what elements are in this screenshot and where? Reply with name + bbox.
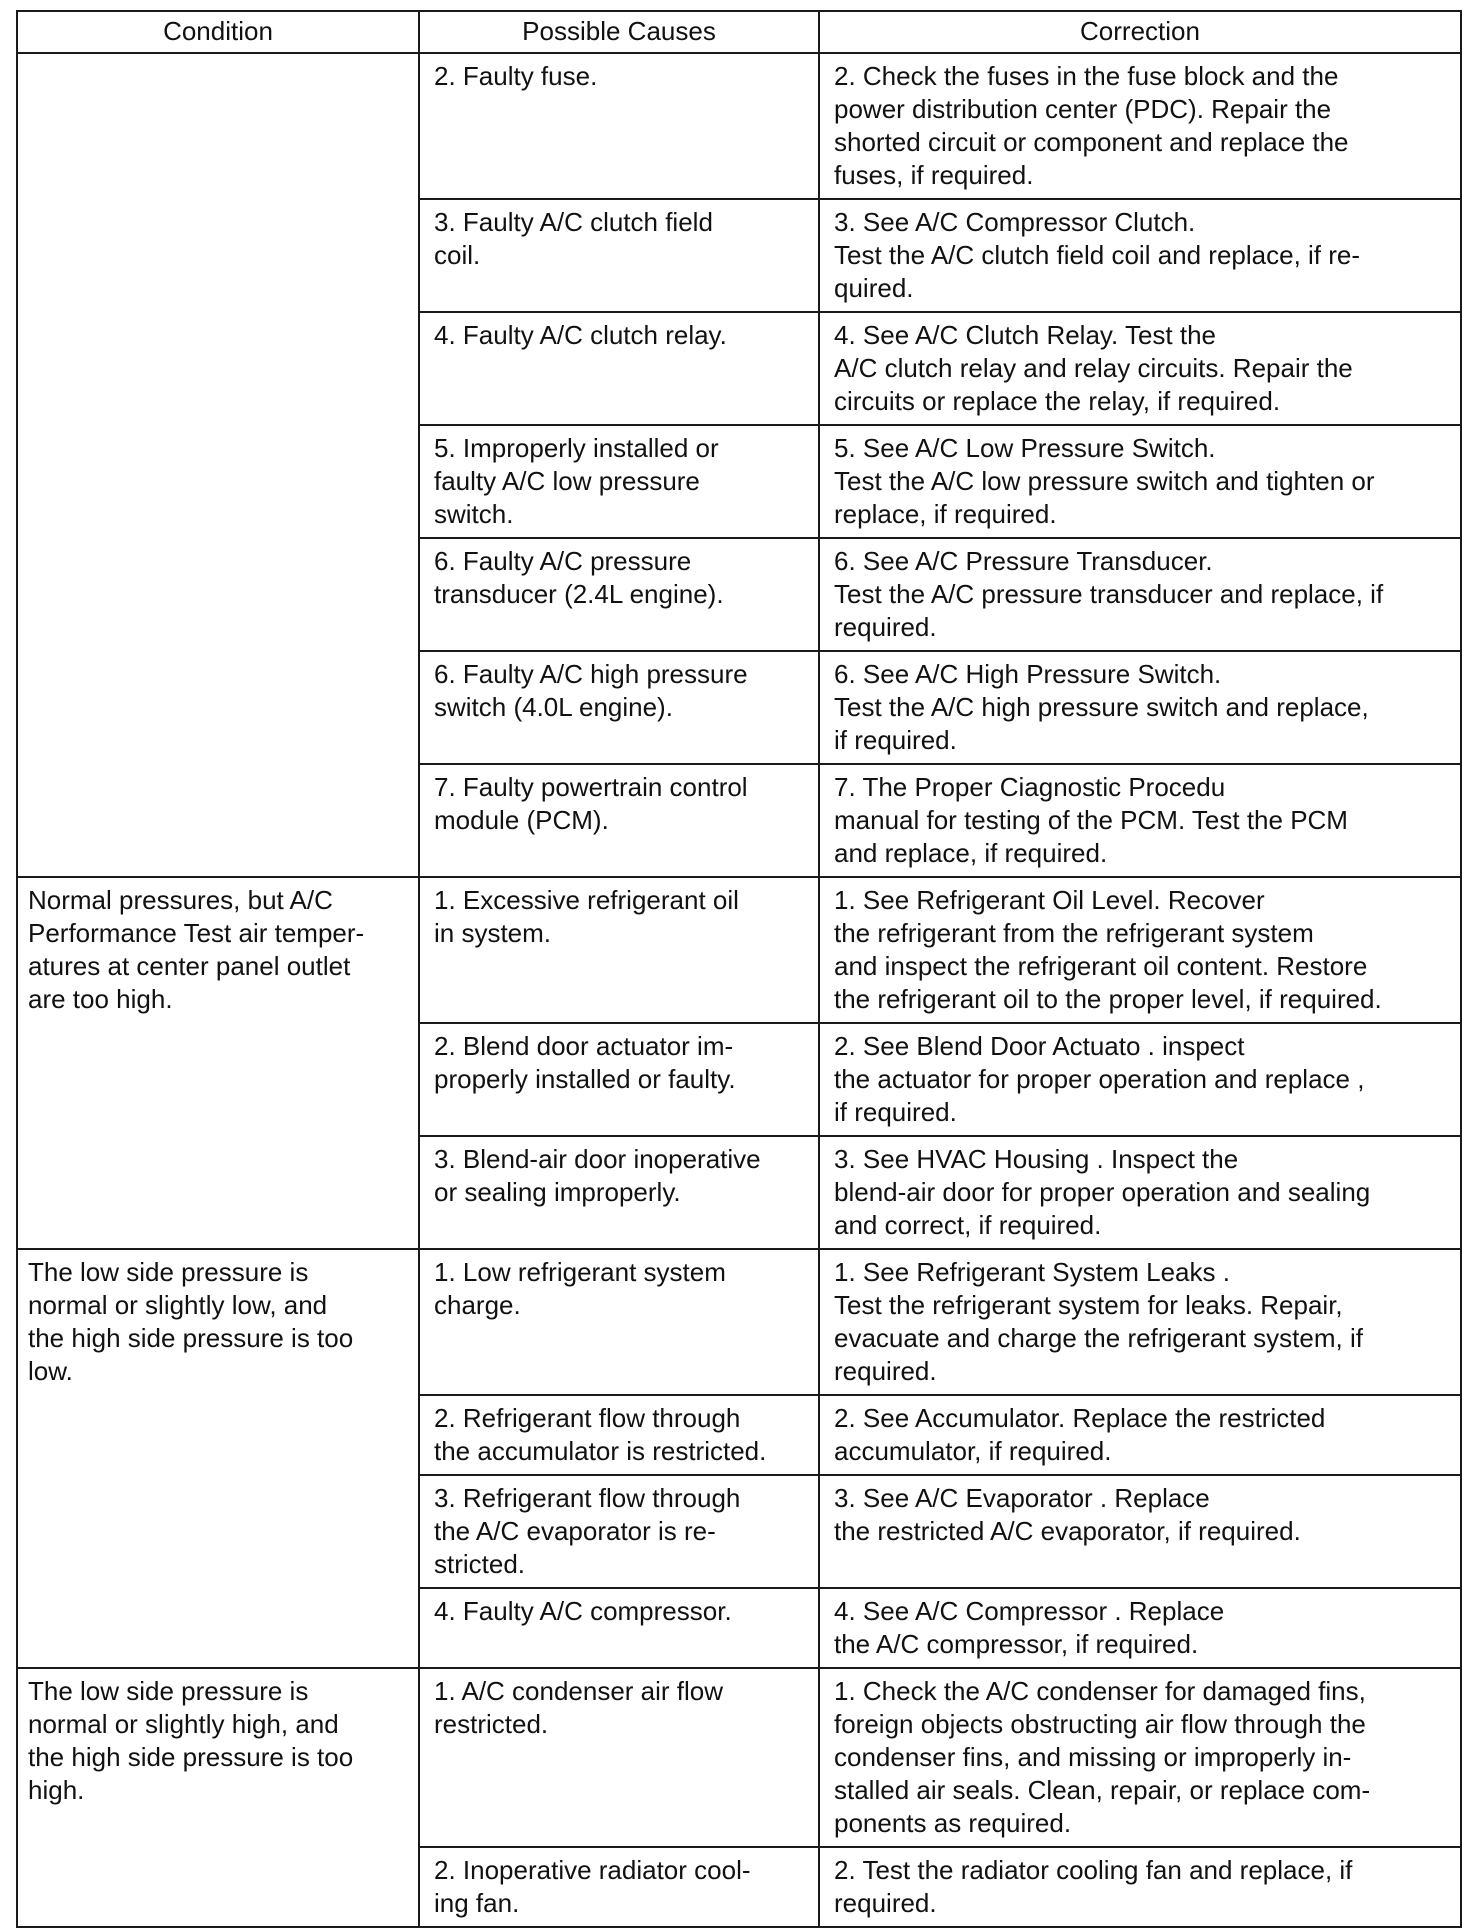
cause-cell: 1. A/C condenser air flow restricted. <box>419 1668 819 1847</box>
correction-cell: 3. See A/C Compressor Clutch. Test the A/C clutch field coil and replace, if re- quired. <box>819 199 1461 312</box>
header-correction: Correction <box>819 11 1461 53</box>
correction-cell: 6. See A/C High Pressure Switch. Test the A/C high pressure switch and replace, if required. <box>819 651 1461 764</box>
table-row <box>17 877 1461 1023</box>
table-row <box>17 1249 1461 1395</box>
table-row <box>17 53 1461 199</box>
cause-cell: 6. Faulty A/C high pressure switch (4.0L engine). <box>419 651 819 764</box>
cause-cell: 4. Faulty A/C clutch relay. <box>419 312 819 425</box>
condition-cell: Normal pressures, but A/C Performance Test air temper- atures at center panel outlet are too high. <box>17 877 419 1249</box>
cause-cell: 3. Faulty A/C clutch field coil. <box>419 199 819 312</box>
correction-cell: 4. See A/C Compressor . Replace the A/C compressor, if required. <box>819 1588 1461 1668</box>
cause-cell: 5. Improperly installed or faulty A/C low pressure switch. <box>419 425 819 538</box>
correction-cell: 5. See A/C Low Pressure Switch. Test the A/C low pressure switch and tighten or replace, if required. <box>819 425 1461 538</box>
diagnosis-table <box>16 10 1462 1928</box>
correction-cell: 2. Test the radiator cooling fan and replace, if required. <box>819 1847 1461 1927</box>
correction-cell: 1. Check the A/C condenser for damaged fins, foreign objects obstructing air flow through the condenser fins, and missing or improperly in- stalled air seals. Clean, repair, or replace com- ponents as required. <box>819 1668 1461 1847</box>
correction-cell: 4. See A/C Clutch Relay. Test the A/C clutch relay and relay circuits. Repair the circuits or replace the relay, if required. <box>819 312 1461 425</box>
header-condition: Condition <box>17 11 419 53</box>
cause-cell: 2. Inoperative radiator cool- ing fan. <box>419 1847 819 1927</box>
table-row <box>17 1668 1461 1847</box>
correction-cell: 2. Check the fuses in the fuse block and the power distribution center (PDC). Repair the shorted circuit or component and replace the fuses, if required. <box>819 53 1461 199</box>
cause-cell: 2. Blend door actuator im- properly installed or faulty. <box>419 1023 819 1136</box>
cause-cell: 1. Low refrigerant system charge. <box>419 1249 819 1395</box>
correction-cell: 2. See Accumulator. Replace the restricted accumulator, if required. <box>819 1395 1461 1475</box>
correction-cell: 3. See HVAC Housing . Inspect the blend-air door for proper operation and sealing and correct, if required. <box>819 1136 1461 1249</box>
cause-cell: 4. Faulty A/C compressor. <box>419 1588 819 1668</box>
cause-cell: 3. Blend-air door inoperative or sealing improperly. <box>419 1136 819 1249</box>
correction-cell: 3. See A/C Evaporator . Replace the restricted A/C evaporator, if required. <box>819 1475 1461 1588</box>
condition-cell <box>17 53 419 877</box>
correction-cell: 2. See Blend Door Actuato . inspect the actuator for proper operation and replace , if required. <box>819 1023 1461 1136</box>
cause-cell: 7. Faulty powertrain control module (PCM). <box>419 764 819 877</box>
cause-cell: 2. Faulty fuse. <box>419 53 819 199</box>
correction-cell: 1. See Refrigerant Oil Level. Recover the refrigerant from the refrigerant system and inspect the refrigerant oil content. Restore the refrigerant oil to the proper level, if required. <box>819 877 1461 1023</box>
header-row <box>17 11 1461 53</box>
cause-cell: 1. Excessive refrigerant oil in system. <box>419 877 819 1023</box>
condition-cell: The low side pressure is normal or slightly high, and the high side pressure is too high. <box>17 1668 419 1927</box>
condition-cell: The low side pressure is normal or slightly low, and the high side pressure is too low. <box>17 1249 419 1668</box>
cause-cell: 2. Refrigerant flow through the accumulator is restricted. <box>419 1395 819 1475</box>
cause-cell: 3. Refrigerant flow through the A/C evaporator is re- stricted. <box>419 1475 819 1588</box>
cause-cell: 6. Faulty A/C pressure transducer (2.4L engine). <box>419 538 819 651</box>
correction-cell: 7. The Proper Ciagnostic Procedu manual for testing of the PCM. Test the PCM and replace, if required. <box>819 764 1461 877</box>
correction-cell: 1. See Refrigerant System Leaks . Test the refrigerant system for leaks. Repair, evacuate and charge the refrigerant system, if required. <box>819 1249 1461 1395</box>
header-possible-causes: Possible Causes <box>419 11 819 53</box>
correction-cell: 6. See A/C Pressure Transducer. Test the A/C pressure transducer and replace, if required. <box>819 538 1461 651</box>
